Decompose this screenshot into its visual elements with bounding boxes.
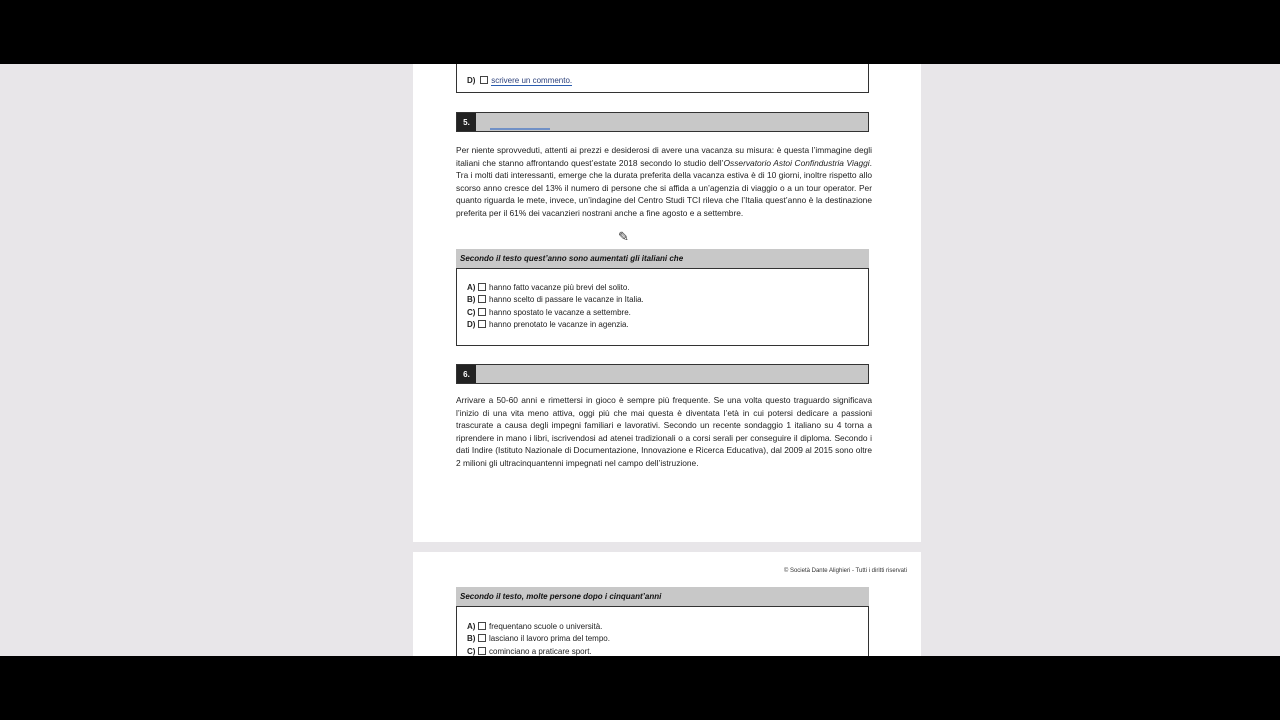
option-c[interactable] — [467, 307, 644, 319]
document-page-15 — [413, 64, 921, 542]
checkbox[interactable] — [478, 634, 486, 642]
paragraph-text-cont: . Tra i molti dati interessanti, emerge che la durata preferita della vacanza estiva è di 10 giorni, inoltre rispetto allo scorso anno cresce del 13% il numero di persone che si affida a un’agenzia di viaggio o a un tour operator. Per quanto riguarda le mete, invece, un’indagine del Centro Studi TCI rileva che l’Italia quest’anno è la destinazione preferita per il 61% dei vacanzieri nostrani anche a fine agosto e a settembre. — [456, 157, 872, 218]
option-text: hanno prenotato le vacanze in agenzia. — [489, 320, 629, 330]
option-text: frequentano scuole o università. — [489, 622, 603, 631]
paragraph-italic: Osservatorio Astoi Confindustria Viaggi — [723, 157, 870, 168]
option-letter: B) — [467, 295, 476, 305]
prev-question-options — [467, 75, 572, 87]
question-6-header — [456, 364, 869, 384]
question-number: 6. — [457, 365, 476, 383]
option-c[interactable] — [467, 646, 610, 656]
question-6-prompt: Secondo il testo, molte persone dopo i cinquant’anni — [456, 587, 869, 607]
document-viewer[interactable] — [0, 64, 1280, 656]
copyright-notice: © Società Dante Alighieri - Tutti i diritti riservati — [783, 568, 907, 574]
option-text: hanno spostato le vacanze a settembre. — [489, 307, 631, 317]
checkbox[interactable] — [480, 76, 488, 84]
option-a[interactable] — [467, 282, 644, 294]
option-text: hanno fatto vacanze più brevi del solito. — [489, 283, 630, 292]
checkbox[interactable] — [478, 283, 486, 291]
option-letter: D) — [467, 76, 476, 85]
option-letter: A) — [467, 283, 476, 292]
question-5-prompt: Secondo il testo quest’anno sono aumentati gli italiani che — [456, 249, 869, 269]
option-letter: A) — [467, 622, 476, 631]
option-b[interactable] — [467, 294, 644, 306]
option-letter: B) — [467, 634, 476, 644]
option-text: hanno scelto di passare le vacanze in Italia. — [489, 295, 644, 305]
option-text: cominciano a praticare sport. — [489, 646, 592, 656]
checkbox[interactable] — [478, 308, 486, 316]
question-6-options — [467, 621, 610, 656]
question-5-text — [456, 144, 872, 219]
question-5-options — [467, 282, 644, 332]
pencil-cursor-icon: ✎ — [618, 229, 629, 244]
option-b[interactable] — [467, 633, 610, 645]
checkbox[interactable] — [478, 647, 486, 655]
checkbox[interactable] — [478, 622, 486, 630]
document-page-16 — [413, 552, 921, 656]
option-text: scrivere un commento. — [491, 76, 573, 85]
option-text: lasciano il lavoro prima del tempo. — [489, 634, 610, 644]
option-d[interactable] — [467, 75, 572, 87]
question-number: 5. — [457, 113, 476, 131]
paragraph-text: Per niente sprovveduti, attenti ai prezzi e desiderosi di avere una vacanza su misura: è questa l’immagine degli italiani che stanno affrontando quest’estate 2018 secondo lo studio dell’ — [456, 145, 872, 168]
option-letter: C) — [467, 307, 476, 317]
prev-question-box — [456, 64, 869, 93]
question-6-text: Arrivare a 50-60 anni e rimettersi in gioco è sempre più frequente. Se una volta questo traguardo significava l’inizio di una vita meno attiva, oggi più che mai questa è diventata l’età in cui potersi dedicare a passioni trascurate a causa degli impegni familiari e lavorativi. Secondo un recente sondaggio 1 italiano su 4 torna a riprendere in mano i libri, iscrivendosi ad atenei tradizionali o a corsi serali per conseguire il diploma. Secondo i dati Indire (Istituto Nazionale di Documentazione, Innovazione e Ricerca Educativa), dal 2009 al 2015 sono oltre 2 milioni gli ultracinquantenni impegnati nel campo dell’istruzione. — [456, 395, 872, 468]
option-d[interactable] — [467, 319, 644, 331]
checkbox[interactable] — [478, 320, 486, 328]
option-letter: D) — [467, 320, 476, 330]
option-a[interactable] — [467, 621, 610, 633]
annotation-scribble — [490, 128, 550, 130]
checkbox[interactable] — [478, 295, 486, 303]
option-letter: C) — [467, 646, 476, 656]
